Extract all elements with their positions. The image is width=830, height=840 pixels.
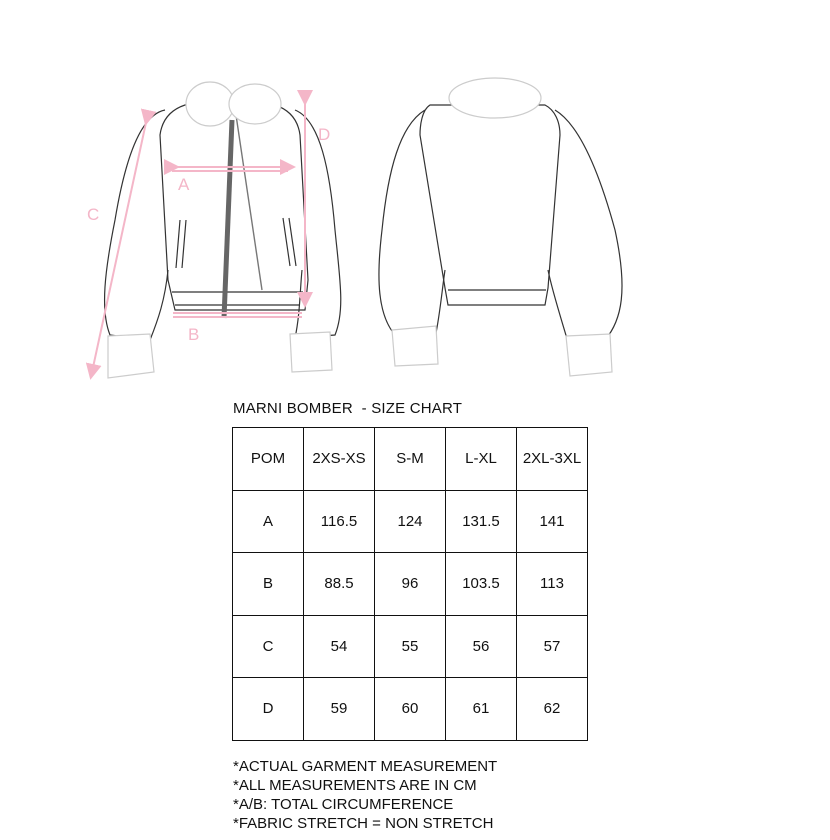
- table-cell: S-M: [375, 428, 446, 491]
- note-line: *FABRIC STRETCH = NON STRETCH: [233, 815, 494, 832]
- table-cell: B: [233, 553, 304, 616]
- table-cell: 2XS-XS: [304, 428, 375, 491]
- table-header-row: [233, 428, 588, 491]
- table-cell: 96: [375, 553, 446, 616]
- table-cell: 60: [375, 678, 446, 741]
- table-cell: A: [233, 490, 304, 553]
- table-cell: 2XL-3XL: [517, 428, 588, 491]
- note-line: *A/B: TOTAL CIRCUMFERENCE: [233, 796, 454, 813]
- note-line: *ACTUAL GARMENT MEASUREMENT: [233, 758, 498, 775]
- table-cell: 59: [304, 678, 375, 741]
- table-cell: 56: [446, 615, 517, 678]
- table-cell: 131.5: [446, 490, 517, 553]
- jacket-back-drawing: [379, 105, 622, 342]
- size-chart-table: [232, 427, 588, 741]
- table-cell: 141: [517, 490, 588, 553]
- table-cell: 54: [304, 615, 375, 678]
- table-cell: 57: [517, 615, 588, 678]
- notes: [233, 757, 497, 833]
- chart-title: MARNI BOMBER - SIZE CHART: [233, 400, 463, 417]
- table-cell: 62: [517, 678, 588, 741]
- table-cell: 116.5: [304, 490, 375, 553]
- table-cell: 113: [517, 553, 588, 616]
- garment-diagram: [0, 0, 830, 390]
- table-cell: C: [233, 615, 304, 678]
- note-line: *ALL MEASUREMENTS ARE IN CM: [233, 777, 477, 794]
- table-row: [233, 553, 588, 616]
- label-b: B: [188, 325, 200, 344]
- table-cell: 61: [446, 678, 517, 741]
- label-a: A: [178, 175, 190, 194]
- table-cell: D: [233, 678, 304, 741]
- table-cell: L-XL: [446, 428, 517, 491]
- label-d: D: [318, 125, 331, 144]
- table-row: [233, 490, 588, 553]
- table-cell: 88.5: [304, 553, 375, 616]
- table-row: [233, 678, 588, 741]
- label-c: C: [87, 205, 100, 224]
- table-cell: 103.5: [446, 553, 517, 616]
- table-cell: 55: [375, 615, 446, 678]
- table-cell: 124: [375, 490, 446, 553]
- table-row: [233, 615, 588, 678]
- table-cell: POM: [233, 428, 304, 491]
